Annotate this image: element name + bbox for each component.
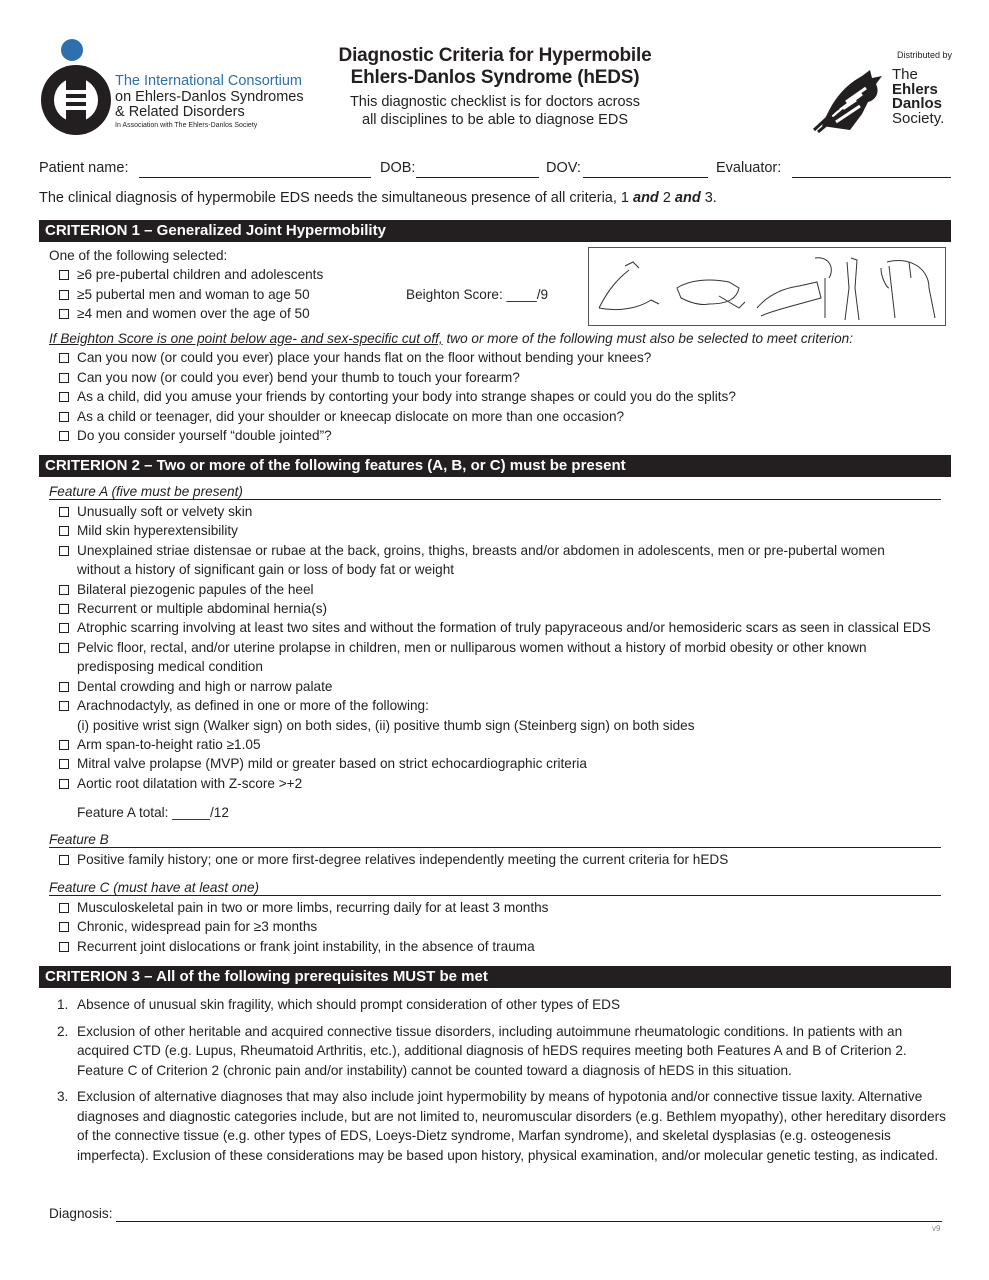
item-label: Unexplained striae distensae or rubae at the back, groins, thighs, breasts and/or abdomen in adolescents, men or pre-pubertal women: [77, 543, 885, 558]
criterion3-item: [57, 995, 947, 1015]
criterion2-header: CRITERION 2 – Two or more of the following features (A, B, or C) must be present: [39, 455, 951, 477]
criterion3-list: [57, 995, 947, 1172]
evaluator-field[interactable]: [792, 177, 951, 178]
item-label: Positive family history; one or more first-degree relatives independently meeting the current criteria for hEDS: [77, 852, 729, 867]
intro-part1: The clinical diagnosis of hypermobile EDS needs the simultaneous presence of all criteria, 1: [39, 190, 634, 206]
checkbox[interactable]: [59, 431, 69, 441]
beighton-score-label: Beighton Score: ____/9: [406, 287, 549, 302]
dob-field[interactable]: [416, 177, 539, 178]
item-label: Chronic, widespread pain for ≥3 months: [77, 919, 318, 934]
item-number: 3.: [57, 1089, 69, 1104]
checkbox[interactable]: [59, 507, 69, 517]
checkbox[interactable]: [59, 309, 69, 319]
checkbox[interactable]: [59, 290, 69, 300]
checkbox[interactable]: [59, 373, 69, 383]
question-label: As a child, did you amuse your friends by contorting your body into strange shapes or could you do the splits?: [77, 389, 736, 404]
feature-c-item[interactable]: [59, 919, 317, 934]
zebra-icon: [810, 66, 890, 134]
feature-a-heading: Feature A (five must be present): [49, 484, 941, 500]
item-number: 2.: [57, 1023, 69, 1039]
checkbox[interactable]: [59, 526, 69, 536]
c1-question-4[interactable]: [59, 428, 332, 443]
item-label: Aortic root dilatation with Z-score >+2: [77, 776, 303, 791]
item-label: Mitral valve prolapse (MVP) mild or greater based on strict echocardiographic criteria: [77, 756, 587, 771]
checkbox[interactable]: [59, 585, 69, 595]
diagnosis-field[interactable]: [116, 1221, 942, 1222]
society-line4: Society.: [892, 110, 945, 128]
feature-a-item[interactable]: [59, 640, 867, 655]
question-label: Can you now (or could you ever) bend your thumb to touch your forearm?: [77, 370, 520, 385]
item-label: Pelvic floor, rectal, and/or uterine prolapse in children, men or nulliparous women without a history of morbid obesity or other known: [77, 640, 867, 655]
evaluator-label: Evaluator:: [716, 160, 782, 176]
feature-b-heading: Feature B: [49, 832, 941, 848]
checkbox[interactable]: [59, 740, 69, 750]
consortium-name: [115, 74, 304, 130]
item-label-continued: (i) positive wrist sign (Walker sign) on both sides, (ii) positive thumb sign (Steinberg sign) on both sides: [77, 718, 695, 733]
condition-rest: two or more of the following must also be selected to meet criterion:: [442, 331, 853, 346]
checkbox[interactable]: [59, 942, 69, 952]
feature-a-item[interactable]: [59, 620, 931, 635]
distributed-by-label: Distributed by: [896, 50, 952, 60]
question-label: Can you now (or could you ever) place your hands flat on the floor without bending your knees?: [77, 350, 652, 365]
checkbox[interactable]: [59, 682, 69, 692]
item-label: Arm span-to-height ratio ≥1.05: [77, 737, 261, 752]
item-label-continued: without a history of significant gain or loss of body fat or weight: [77, 562, 455, 577]
patient-name-label: Patient name:: [39, 160, 129, 176]
option-label: ≥4 men and women over the age of 50: [77, 306, 310, 321]
consortium-line1: The International Consortium: [115, 73, 302, 89]
patient-name-field[interactable]: [139, 177, 371, 178]
checkbox[interactable]: [59, 392, 69, 402]
document-title: [300, 45, 690, 129]
title-line1: Diagnostic Criteria for Hypermobile: [338, 45, 652, 66]
subtitle-line2: all disciplines to be able to diagnose EDS: [362, 111, 628, 128]
item-label: Recurrent joint dislocations or frank joint instability, in the absence of trauma: [77, 939, 535, 954]
checkbox[interactable]: [59, 779, 69, 789]
option-label: ≥6 pre-pubertal children and adolescents: [77, 267, 324, 282]
subtitle-line1: This diagnostic checklist is for doctors across: [349, 93, 641, 110]
item-text: Exclusion of other heritable and acquired connective tissue disorders, including autoimmune rheumatologic conditions. In patients with an acquired CTD (e.g. Lupus, Rheumatoid Arthritis, etc.), additional diagnosis of hEDS requires meeting both Features A and B of Criterion 2. Feature C of Criterion 2 (chronic pain and/or instability) cannot be counted toward a diagnosis of hEDS in this situation.: [77, 1023, 907, 1078]
item-text: Absence of unusual skin fragility, which should prompt consideration of other types of EDS: [77, 997, 621, 1012]
checkbox[interactable]: [59, 903, 69, 913]
c1-option-2[interactable]: [59, 306, 310, 321]
checkbox[interactable]: [59, 701, 69, 711]
feature-c-heading: Feature C (must have at least one): [49, 880, 941, 896]
c1-question-3[interactable]: [59, 409, 624, 424]
feature-a-total: Feature A total: _____/12: [77, 805, 229, 820]
one-of-label: One of the following selected:: [49, 248, 228, 263]
feature-b-item[interactable]: [59, 852, 728, 867]
society-logo: [806, 48, 956, 138]
item-label-continued: predisposing medical condition: [77, 659, 263, 674]
criterion1-header: CRITERION 1 – Generalized Joint Hypermobility: [39, 220, 951, 242]
checkbox[interactable]: [59, 623, 69, 633]
checkbox[interactable]: [59, 270, 69, 280]
item-label: Mild skin hyperextensibility: [77, 523, 238, 538]
question-label: As a child or teenager, did your shoulder or kneecap dislocate on more than one occasion?: [77, 409, 625, 424]
feature-a-item[interactable]: [59, 679, 332, 694]
c1-option-0[interactable]: [59, 267, 323, 282]
c1-option-1[interactable]: [59, 287, 310, 302]
criterion3-item: [57, 1022, 947, 1081]
checkbox[interactable]: [59, 353, 69, 363]
dov-label: DOV:: [546, 160, 581, 176]
consortium-line2: on Ehlers-Danlos Syndromes: [115, 88, 304, 105]
item-label: Dental crowding and high or narrow palate: [77, 679, 333, 694]
checkbox[interactable]: [59, 759, 69, 769]
feature-a-item[interactable]: [59, 543, 885, 558]
dob-label: DOB:: [380, 160, 416, 176]
checkbox[interactable]: [59, 412, 69, 422]
feature-a-item[interactable]: [59, 504, 252, 519]
feature-a-item[interactable]: [59, 582, 314, 597]
checkbox[interactable]: [59, 922, 69, 932]
item-label: Musculoskeletal pain in two or more limbs, recurring daily for at least 3 months: [77, 900, 549, 915]
feature-a-item[interactable]: [59, 601, 327, 616]
society-line2: Ehlers: [892, 80, 938, 98]
feature-a-item[interactable]: [59, 698, 429, 713]
item-label: Arachnodactyly, as defined in one or more of the following:: [77, 698, 429, 713]
c1-question-0[interactable]: [59, 350, 651, 365]
feature-a-item[interactable]: [59, 523, 238, 538]
checkbox[interactable]: [59, 643, 69, 653]
question-label: Do you consider yourself “double jointed”?: [77, 428, 332, 443]
beighton-condition: [49, 331, 853, 346]
condition-underlined: If Beighton Score is one point below age- and sex-specific cut off,: [49, 331, 443, 346]
c1-question-1[interactable]: [59, 370, 520, 385]
dov-field[interactable]: [583, 177, 708, 178]
subtitle: [300, 93, 690, 129]
title-line2: Ehlers-Danlos Syndrome (hEDS): [350, 67, 640, 89]
item-number: 1.: [57, 997, 69, 1012]
c1-question-2[interactable]: [59, 389, 736, 404]
intro-and2: and: [674, 190, 701, 206]
society-line3: Danlos: [892, 95, 943, 113]
feature-a-item[interactable]: [59, 756, 587, 771]
feature-c-item[interactable]: [59, 939, 535, 954]
page-header: [0, 0, 989, 150]
consortium-line4: In Association with The Ehlers-Danlos Society: [115, 121, 258, 129]
consortium-line3: & Related Disorders: [115, 104, 245, 121]
checkbox[interactable]: [59, 855, 69, 865]
checkbox[interactable]: [59, 546, 69, 556]
feature-c-item[interactable]: [59, 900, 548, 915]
beighton-illustration: [588, 247, 946, 326]
item-label: Bilateral piezogenic papules of the heel: [77, 582, 314, 597]
diagnosis-label: Diagnosis:: [49, 1206, 113, 1221]
item-label: Recurrent or multiple abdominal hernia(s): [77, 601, 328, 616]
item-text: Exclusion of alternative diagnoses that may also include joint hypermobility by means of hypotonia and/or connective tissue laxity. Alternative diagnoses and diagnostic categories include, but are not limited to, neuromuscular disorders (e.g. Bethlem myopathy), other hereditary disorders of the connective tissue (e.g. other types of EDS, Loeys-Dietz syndrome, Marfan syndrome), and skeletal dysplasias (e.g. osteogenesis imperfecta). Exclusion of these considerations may be based upon history, physical examination, and/or molecular genetic testing, as indicated.: [77, 1089, 946, 1163]
criterion3-item: [57, 1087, 947, 1165]
society-name: [892, 68, 944, 127]
patient-info-row: [39, 160, 951, 182]
feature-a-item[interactable]: [59, 737, 261, 752]
criterion3-header: CRITERION 3 – All of the following prerequisites MUST be met: [39, 966, 951, 988]
checkbox[interactable]: [59, 604, 69, 614]
item-label: Atrophic scarring involving at least two sites and without the formation of truly papyraceous and/or hemosideric scars as seen in classical EDS: [77, 620, 931, 635]
beighton-figures-icon: [589, 248, 947, 327]
feature-a-item[interactable]: [59, 776, 302, 791]
item-label: Unusually soft or velvety skin: [77, 504, 253, 519]
intro-part2: 2: [658, 190, 675, 206]
intro-and1: and: [633, 190, 659, 206]
society-line1: The: [892, 66, 918, 83]
intro-text: [39, 190, 717, 206]
version-label: v9: [932, 1224, 941, 1233]
consortium-logo-icon: [36, 38, 116, 138]
option-label: ≥5 pubertal men and woman to age 50: [77, 287, 310, 302]
intro-part3: 3.: [700, 190, 717, 206]
